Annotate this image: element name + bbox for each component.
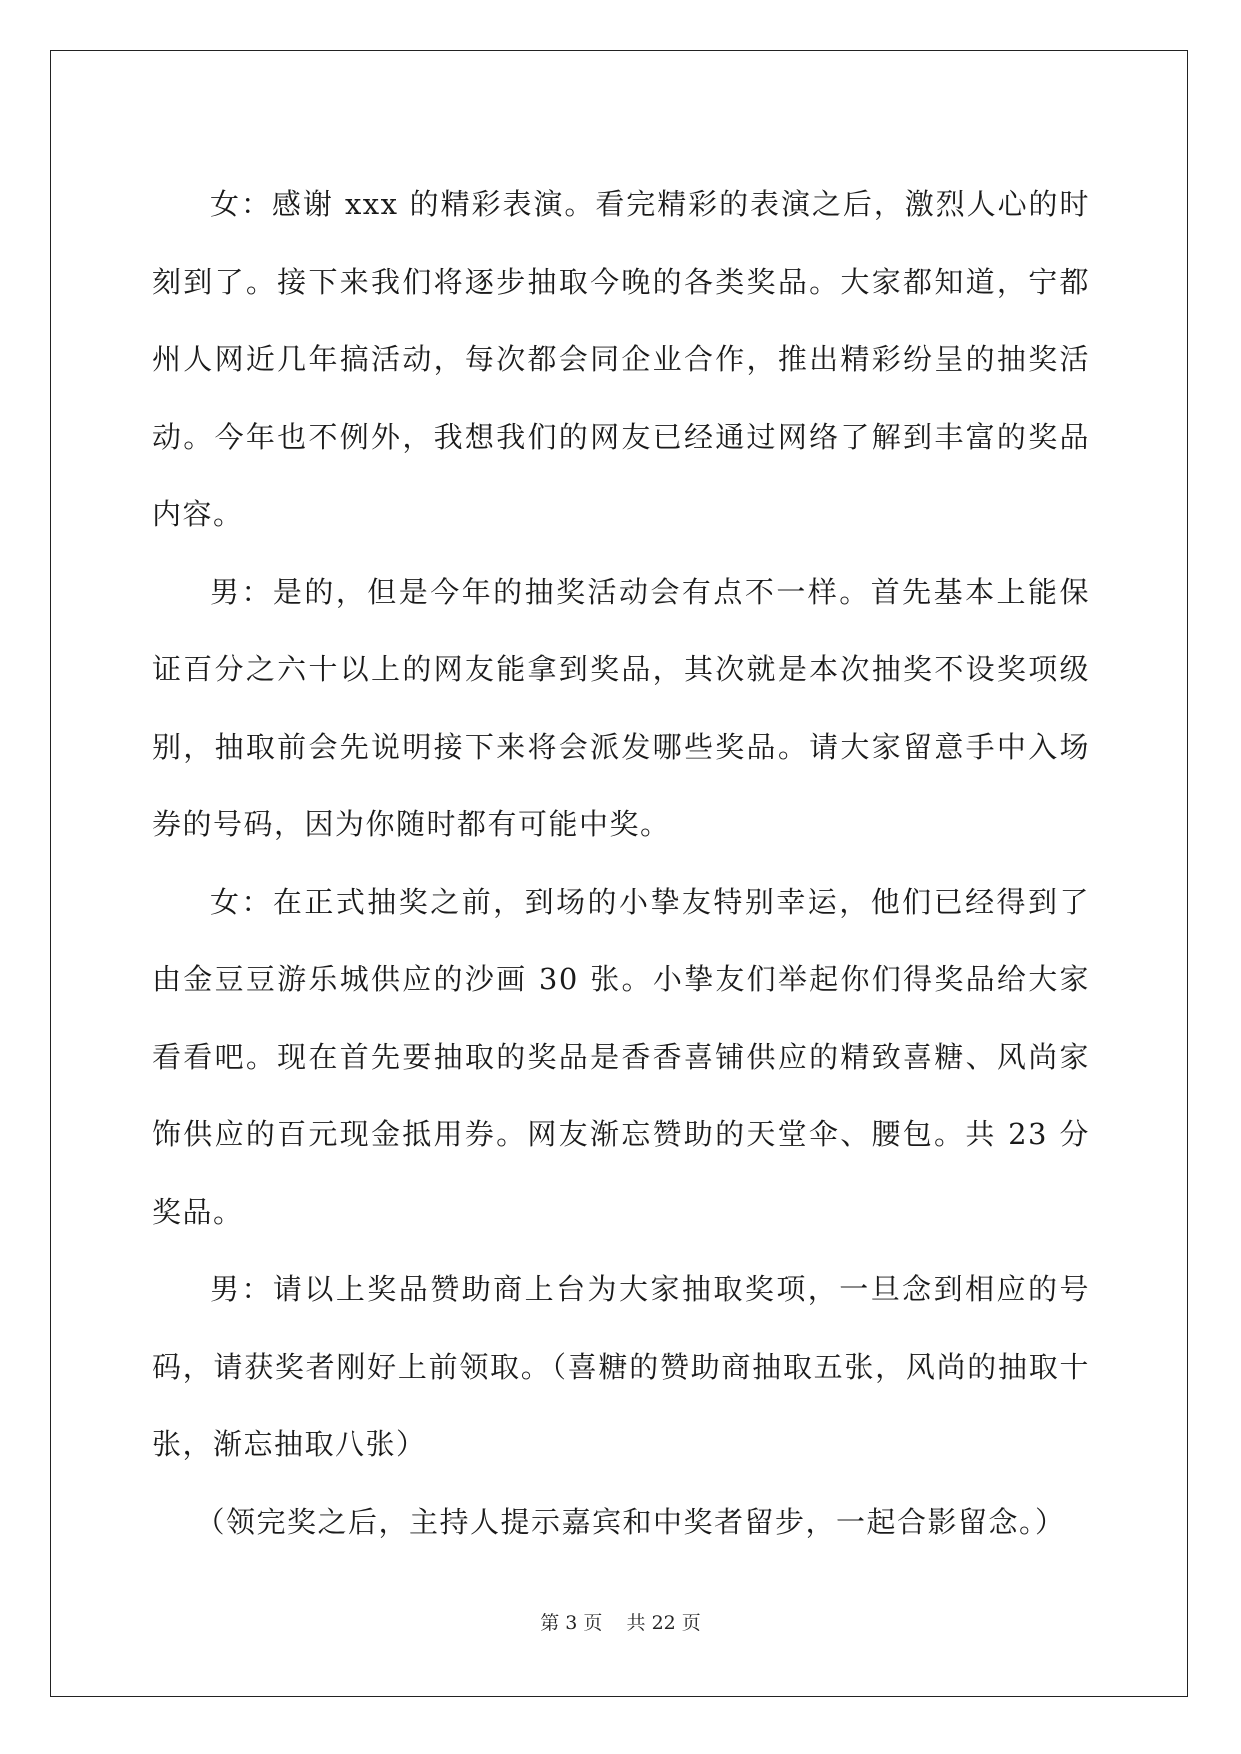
page-footer xyxy=(0,1608,1241,1635)
page-total: 共 22 页 xyxy=(626,1612,701,1634)
paragraph-5-stage-note: （领完奖之后，主持人提示嘉宾和中奖者留步，一起合影留念。） xyxy=(195,1504,1066,1539)
paragraph-4: 男：请以上奖品赞助商上台为大家抽取奖项，一旦念到相应的号码，请获奖者刚好上前领取。（喜糖的赞助商抽取五张，风尚的抽取十张，渐忘抽取八张） xyxy=(152,1272,1090,1461)
page-number: 第 3 页 xyxy=(540,1612,603,1634)
paragraph-1: 女：感谢 xxx 的精彩表演。看完精彩的表演之后，激烈人心的时刻到了。接下来我们将逐步抽取今晚的各类奖品。大家都知道，宁都州人网近几年搞活动，每次都会同企业合作，推出精彩纷呈的抽奖活动。今年也不例外，我想我们的网友已经通过网络了解到丰富的奖品内容。 xyxy=(152,187,1090,531)
paragraph-2: 男：是的，但是今年的抽奖活动会有点不一样。首先基本上能保证百分之六十以上的网友能拿到奖品，其次就是本次抽奖不设奖项级别，抽取前会先说明接下来将会派发哪些奖品。请大家留意手中入场券的号码，因为你随时都有可能中奖。 xyxy=(152,574,1090,841)
document-body xyxy=(152,166,1090,1561)
paragraph-3: 女：在正式抽奖之前，到场的小挚友特别幸运，他们已经得到了由金豆豆游乐城供应的沙画 30 张。小挚友们举起你们得奖品给大家看看吧。现在首先要抽取的奖品是香香喜铺供应的精致喜糖、风尚家饰供应的百元现金抵用券。网友渐忘赞助的天堂伞、腰包。共 23 分奖品。 xyxy=(152,884,1090,1229)
